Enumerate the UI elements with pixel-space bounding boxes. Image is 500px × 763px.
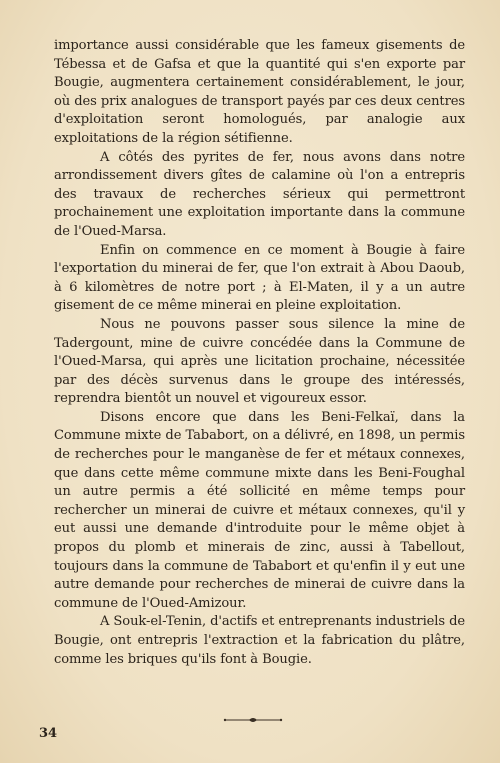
paragraph-6: A Souk-el-Tenin, d'actifs et entreprenants industriels de Bougie, ont entrepris l'extraction et la fabrication du plâtre, comme les briques qu'ils font à Bougie.	[54, 614, 466, 667]
paragraph-2: A côtés des pyrites de fer, nous avons dans notre arrondissement divers gîtes de calamine où l'on a entrepris des travaux de recherches sérieux qui permettront prochainement une exploitation importante dans la commune de l'Oued-Marsa.	[54, 149, 465, 239]
page-number: 34	[39, 726, 58, 741]
paragraph-1: importance aussi considérable que les fameux gisements de Tébessa et de Gafsa et que la quantité qui s'en exporte par Bougie, augmentera certainement considérablement, le jour, où des prix analogues de transport payés par ces deux centres d'exploitation seront homologués, par analogie aux exploitations de la région sétifienne.	[54, 38, 465, 146]
divider-ornament-icon	[223, 716, 283, 724]
body-text	[54, 37, 465, 669]
paragraph-4: Nous ne pouvons passer sous silence la mine de Tadergount, mine de cuivre concédée dans la Commune de l'Oued-Marsa, qui après une licitation prochaine, nécessitée par des décès survenus dans le groupe des intéressés, reprendra bientôt un nouvel et vigoureux essor.	[54, 316, 465, 407]
paragraph-5: Disons encore que dans les Beni-Felkaï, dans la Commune mixte de Tababort, on a délivré, en 1898, un permis de recherches pour le manganèse de fer et métaux connexes, que dans cette même commune mixte dans les Beni-Foughal un autre permis a été sollicité en même temps pour rechercher un minerai de cuivre et métaux connexes, qu'il y eut aussi une demande d'introduite pour le même objet à propos du plomb et minerais de zinc, aussi à Tabellout, toujours dans la commune de Tababort et qu'enfin il y eut une autre demande pour recherches de minerai de cuivre dans la commune de l'Oued-Amizour.	[54, 409, 465, 611]
paragraph-3: Enfin on commence en ce moment à Bougie à faire l'exportation du minerai de fer, que l'on extrait à Abou Daoub, à 6 kilomètres de notre port ; à El-Maten, il y a un autre gisement de ce même minerai en pleine exploitation.	[54, 242, 465, 314]
